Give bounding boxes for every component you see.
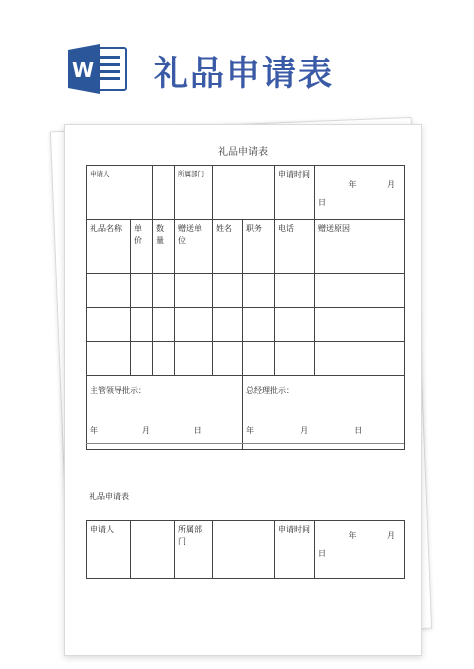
day-label-2: 日 (318, 549, 326, 559)
apply-time-label (275, 166, 315, 220)
gm-approval-year: 年 (246, 426, 254, 436)
approval-year: 年 (90, 426, 98, 436)
month-label-2: 月 (387, 531, 395, 540)
applicant-value-2[interactable] (131, 521, 175, 579)
gm-approval-cell[interactable] (243, 376, 405, 450)
header-gift-reason: 赠送原因 (315, 220, 405, 274)
supervisor-approval-label: 主管领导批示： (90, 386, 146, 395)
year-label-2: 年 (348, 531, 357, 540)
gift-application-table (86, 165, 405, 450)
applicant-value[interactable] (153, 166, 175, 220)
department-label: 所属部门 (175, 166, 213, 220)
month-label: 月 (387, 180, 395, 189)
department-value[interactable] (213, 166, 275, 220)
gm-approval-day: 日 (354, 426, 363, 436)
applicant-label-2: 申请人 (87, 521, 131, 579)
word-app-icon (66, 42, 130, 96)
header-gift-name: 礼品名称 (87, 220, 131, 274)
header-position: 职务 (243, 220, 275, 274)
apply-time-text: 申请时间 (278, 170, 310, 179)
applicant-label: 申请人 (87, 166, 153, 220)
gm-approval-month: 月 (300, 426, 309, 436)
gm-approval-label: 总经理批示： (246, 386, 294, 395)
supervisor-approval-cell[interactable] (87, 376, 243, 450)
header-recipient-unit: 赠送单位 (175, 220, 213, 274)
department-value-2[interactable] (213, 521, 275, 579)
year-label: 年 (348, 180, 357, 189)
approval-day: 日 (193, 426, 202, 436)
second-form-title: 礼品申请表 (89, 492, 129, 501)
apply-date-cell-2[interactable] (315, 521, 405, 579)
approval-month: 月 (141, 426, 150, 436)
apply-time-label-2: 申请时间 (275, 521, 315, 579)
document-title: 礼品申请表 (218, 147, 268, 158)
header-name: 姓名 (213, 220, 243, 274)
department-label-2: 所属部门 (175, 521, 213, 579)
table-row (87, 342, 405, 376)
header-unit-price: 单价 (131, 220, 153, 274)
page-separator (86, 443, 404, 444)
table-row (87, 274, 405, 308)
svg-text:W: W (71, 58, 95, 82)
apply-date-cell[interactable] (315, 166, 405, 220)
header-quantity: 数量 (153, 220, 175, 274)
document-page (64, 124, 422, 656)
gift-application-table-2 (86, 520, 405, 579)
header-phone: 电话 (275, 220, 315, 274)
table-row (87, 308, 405, 342)
banner-title: 礼品申请表 (154, 54, 334, 94)
day-label: 日 (318, 198, 326, 208)
